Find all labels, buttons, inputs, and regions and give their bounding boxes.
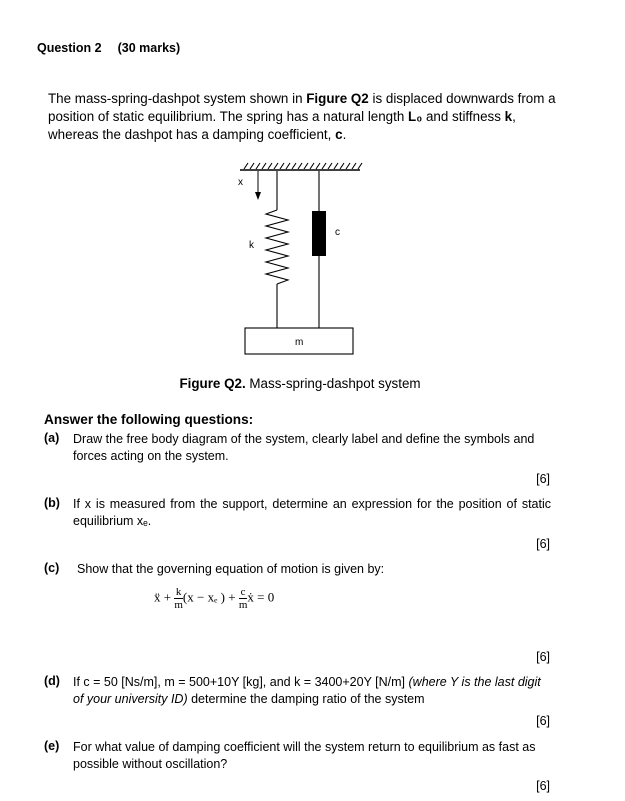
figure-caption — [0, 376, 600, 391]
label-k: k — [249, 240, 254, 251]
intro-text-3: and stiffness — [422, 109, 505, 124]
question-marks: (30 marks) — [117, 41, 181, 55]
part-e-marks: [6] — [536, 779, 550, 793]
equation-of-motion — [154, 586, 274, 611]
part-a-marks: [6] — [536, 472, 550, 486]
eq-fraction-k-over-m — [174, 586, 183, 611]
part-c-marks: [6] — [536, 650, 550, 664]
part-d-label: (d) — [44, 674, 60, 688]
part-b-marks: [6] — [536, 537, 550, 551]
part-d-text — [73, 674, 551, 707]
dashpot — [312, 171, 326, 328]
part-a-text: Draw the free body diagram of the system, clearly label and define the symbols and forces acting on the system. — [73, 432, 535, 463]
part-c-label: (c) — [44, 561, 60, 575]
eq-frac2-den: m — [238, 599, 248, 611]
part-e-text: For what value of damping coefficient will the system return to equilibrium as fast as possible without oscillation? — [73, 740, 536, 771]
intro-text-2: is displaced downwards from a position of static equilibrium. The spring has a natural length — [48, 91, 556, 124]
eq-frac1-num: k — [175, 586, 182, 598]
intro-stiffness: k — [504, 109, 513, 124]
intro-text-4: , whereas the dashpot has a damping coefficient, — [48, 109, 516, 142]
intro-text-1: The mass-spring-dashpot system shown in — [48, 91, 307, 106]
intro-text-5: . — [342, 127, 347, 142]
part-e-label: (e) — [44, 739, 60, 753]
eq-frac1-den: m — [174, 599, 183, 611]
part-d-marks: [6] — [536, 714, 550, 728]
eq-lead: ẍ + — [154, 589, 172, 605]
part-d-text-end: determine the damping ratio of the system — [187, 691, 425, 706]
answer-heading: Answer the following questions: — [44, 412, 254, 427]
displacement-arrow — [255, 171, 261, 200]
part-b-text: If x is measured from the support, determine an expression for the position of static equilibrium xₑ. — [73, 497, 551, 528]
intro-natural-length: L₀ — [408, 109, 423, 124]
ceiling-hatching — [244, 163, 362, 169]
label-m: m — [295, 337, 304, 348]
label-c: c — [335, 227, 340, 238]
part-c-text: Show that the governing equation of motion is given by: — [77, 562, 385, 576]
caption-label: Figure Q2. — [179, 376, 246, 391]
eq-frac2-num: c — [240, 586, 246, 598]
part-d-text-plain: If c = 50 [Ns/m], m = 500+10Y [kg], and k = 3400+20Y [N/m] — [73, 675, 409, 689]
part-b-label: (b) — [44, 496, 60, 510]
eq-tail: ẋ = 0 — [247, 589, 275, 605]
spring — [266, 171, 288, 328]
label-x: x — [238, 177, 243, 188]
intro-figure-ref: Figure Q2 — [306, 91, 369, 106]
part-d-text-italic: (where Y is the last digit of your university ID) — [73, 675, 541, 706]
part-a-label: (a) — [44, 431, 60, 445]
caption-text: Mass-spring-dashpot system — [245, 376, 421, 391]
eq-middle: (x − xₑ ) + — [182, 589, 236, 605]
ceiling-support — [240, 163, 362, 170]
intro-damping: c — [335, 127, 343, 142]
question-number: Question 2 — [37, 41, 102, 55]
